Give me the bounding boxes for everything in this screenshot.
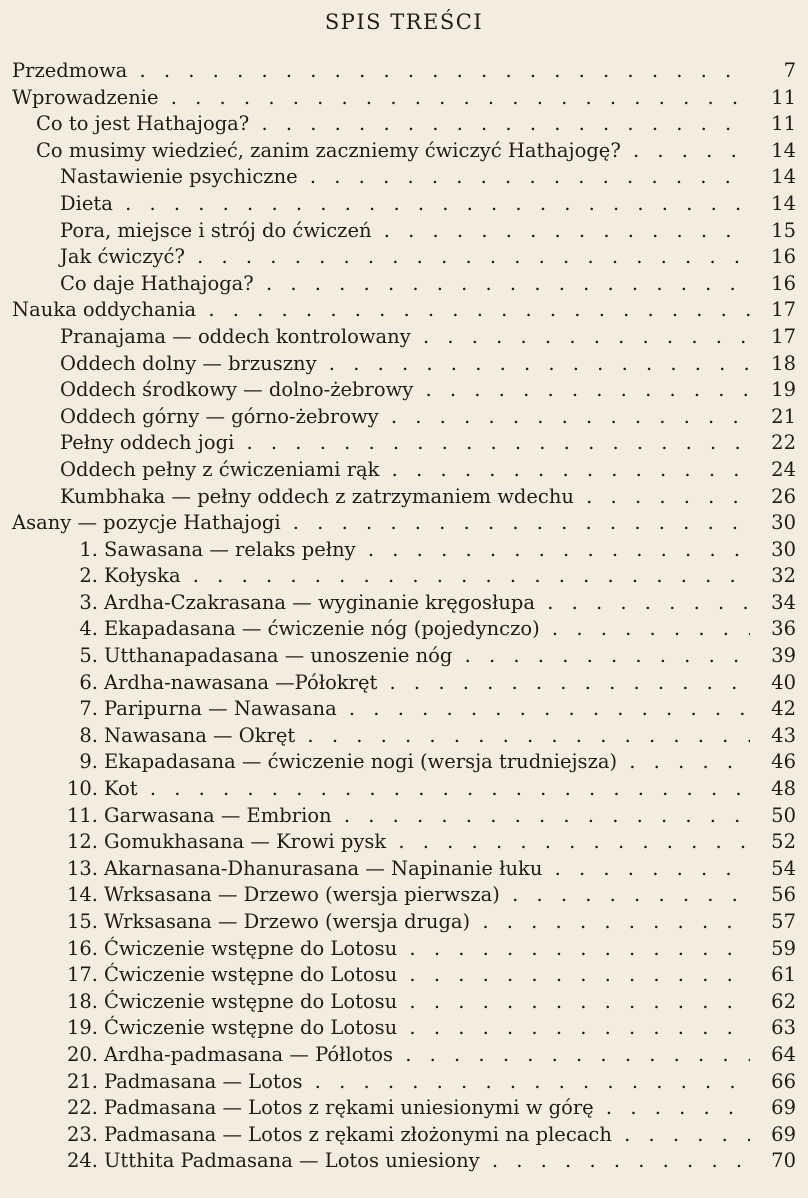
toc-entry-text: Kumbhaka — pełny oddech z zatrzymaniem wdechu	[60, 484, 574, 508]
toc-entry-number: 6.	[79, 670, 98, 694]
toc-entry-text: Kot	[104, 777, 138, 801]
toc-entry-page-number: 36	[765, 616, 796, 643]
toc-entry-page-number: 16	[765, 244, 796, 271]
toc-entry	[0, 616, 808, 643]
toc-entry-page-number: 66	[765, 1069, 796, 1096]
toc-entry-page-number: 40	[765, 670, 796, 697]
toc-entry-text: Dieta	[60, 191, 113, 215]
toc-entry-page-number: 63	[765, 1015, 796, 1042]
toc-entry-number: 15.	[66, 910, 98, 933]
toc-entry-text: Nastawienie psychiczne	[60, 165, 298, 189]
toc-entry-page-number: 14	[765, 164, 796, 191]
toc-entry-text: Oddech dolny — brzuszny	[60, 351, 317, 375]
toc-entry-title	[0, 271, 750, 298]
toc-entry-title	[0, 856, 750, 883]
toc-entry	[0, 643, 808, 670]
toc-entry-title	[0, 989, 750, 1016]
toc-entry	[0, 58, 808, 85]
toc-entry-page-number: 30	[765, 510, 796, 537]
toc-entry	[0, 430, 808, 457]
toc-entry	[0, 829, 808, 856]
toc-entry-number: 8.	[79, 723, 98, 747]
toc-entry-text: Nawasana — Okręt	[104, 723, 296, 747]
toc-entry	[0, 164, 808, 191]
toc-entry-text: Ekapadasana — ćwiczenie nogi (wersja trudniejsza)	[104, 750, 618, 774]
toc-entry-number: 5.	[79, 644, 98, 668]
toc-entry-title	[0, 776, 750, 803]
toc-entry-page-number: 50	[765, 803, 796, 830]
toc-entry-page-number: 56	[765, 882, 796, 909]
toc-entry-number: 3.	[79, 590, 98, 614]
toc-entry-title	[0, 430, 750, 457]
toc-entry-page-number: 15	[765, 218, 796, 245]
table-of-contents	[0, 58, 808, 1175]
toc-entry-number: 2.	[79, 564, 98, 588]
toc-entry-text: Ekapadasana — ćwiczenie nóg (pojedynczo)	[104, 617, 540, 641]
toc-entry	[0, 404, 808, 431]
toc-entry-page-number: 19	[765, 377, 796, 404]
toc-entry-title	[0, 670, 750, 697]
toc-entry-title	[0, 138, 750, 165]
toc-entry	[0, 244, 808, 271]
toc-entry-title	[0, 164, 750, 191]
toc-entry-text: Oddech pełny z ćwiczeniami rąk	[60, 457, 380, 481]
toc-entry-number: 9.	[79, 750, 98, 774]
toc-entry-title	[0, 590, 750, 617]
toc-entry-title	[0, 1095, 750, 1122]
toc-entry-page-number: 30	[765, 537, 796, 564]
toc-entry-title	[0, 111, 750, 138]
toc-entry-text: Padmasana — Lotos z rękami złożonymi na plecach	[104, 1122, 612, 1146]
toc-entry-number: 10.	[66, 777, 98, 801]
toc-entry	[0, 138, 808, 165]
toc-entry	[0, 856, 808, 883]
toc-entry	[0, 670, 808, 697]
toc-entry-page-number: 11	[765, 85, 796, 112]
toc-entry-text: Oddech górny — górno-żebrowy	[60, 404, 379, 428]
toc-entry-title	[0, 696, 750, 723]
toc-entry-page-number: 7	[778, 58, 796, 85]
toc-entry-number: 16.	[66, 936, 98, 960]
toc-entry-page-number: 26	[765, 484, 796, 511]
toc-entry-text: Co musimy wiedzieć, zanim zaczniemy ćwiczyć Hathajogę?	[36, 138, 621, 162]
toc-entry	[0, 537, 808, 564]
toc-entry-text: Asany — pozycje Hathajogi	[12, 511, 281, 535]
toc-entry-title	[0, 936, 750, 963]
toc-entry	[0, 85, 808, 112]
toc-entry-page-number: 70	[765, 1148, 796, 1175]
toc-entry-page-number: 14	[765, 191, 796, 218]
toc-entry	[0, 111, 808, 138]
toc-entry-page-number: 21	[765, 404, 796, 431]
toc-entry-page-number: 43	[765, 723, 796, 750]
toc-entry-number: 18.	[66, 989, 98, 1013]
toc-entry-text: Gomukhasana — Krowi pysk	[104, 830, 387, 854]
toc-entry-text: Garwasana — Embrion	[104, 803, 332, 827]
toc-entry	[0, 723, 808, 750]
toc-entry-page-number: 61	[765, 962, 796, 989]
toc-entry-title	[0, 324, 750, 351]
toc-entry-page-number: 11	[765, 111, 796, 138]
toc-entry-page-number: 39	[765, 643, 796, 670]
toc-entry-text: Utthanapadasana — unoszenie nóg	[104, 644, 453, 668]
toc-entry	[0, 1042, 808, 1069]
toc-entry-title	[0, 1042, 750, 1069]
toc-entry-page-number: 18	[765, 351, 796, 378]
toc-entry-text: Co daje Hathajoga?	[60, 271, 254, 295]
toc-entry-text: Paripurna — Nawasana	[104, 697, 337, 721]
toc-entry	[0, 271, 808, 298]
toc-entry-title	[0, 218, 750, 245]
toc-entry-page-number: 48	[765, 776, 796, 803]
toc-entry-number: 22.	[66, 1096, 98, 1120]
toc-entry-title	[0, 803, 750, 830]
toc-entry	[0, 191, 808, 218]
toc-entry-title	[0, 191, 750, 218]
toc-entry	[0, 590, 808, 617]
toc-entry	[0, 484, 808, 511]
toc-entry-text: Wprowadzenie	[12, 85, 159, 109]
toc-entry-number: 12.	[66, 830, 98, 854]
toc-entry-page-number: 59	[765, 936, 796, 963]
toc-entry	[0, 882, 808, 909]
toc-entry-title	[0, 377, 750, 404]
toc-entry	[0, 962, 808, 989]
toc-entry	[0, 936, 808, 963]
toc-entry-number: 24.	[66, 1149, 98, 1173]
toc-entry-page-number: 34	[765, 590, 796, 617]
toc-entry-page-number: 54	[765, 856, 796, 883]
toc-entry-page-number: 52	[765, 829, 796, 856]
toc-entry-title	[0, 829, 750, 856]
toc-entry-page-number: 69	[765, 1095, 796, 1122]
toc-entry-number: 7.	[79, 697, 98, 721]
toc-entry-title	[0, 1122, 750, 1149]
toc-entry-title	[0, 85, 750, 112]
toc-entry	[0, 377, 808, 404]
toc-entry-page-number: 64	[765, 1042, 796, 1069]
toc-entry-number: 17.	[66, 963, 98, 987]
toc-entry	[0, 909, 808, 936]
toc-entry-text: Padmasana — Lotos z rękami uniesionymi w górę	[104, 1096, 594, 1120]
toc-entry	[0, 696, 808, 723]
toc-entry-page-number: 17	[765, 324, 796, 351]
toc-entry-page-number: 32	[765, 563, 796, 590]
toc-entry	[0, 989, 808, 1016]
toc-entry	[0, 218, 808, 245]
toc-entry-text: Oddech środkowy — dolno-żebrowy	[60, 378, 414, 402]
toc-entry-page-number: 24	[765, 457, 796, 484]
toc-entry-page-number: 46	[765, 749, 796, 776]
toc-entry-title	[0, 616, 750, 643]
toc-entry-title	[0, 909, 750, 936]
toc-entry	[0, 776, 808, 803]
toc-entry-page-number: 17	[765, 297, 796, 324]
toc-entry-text: Ćwiczenie wstępne do Lotosu	[104, 1016, 398, 1040]
toc-entry-number: 1.	[79, 537, 98, 561]
toc-entry	[0, 1015, 808, 1042]
toc-entry-text: Sawasana — relaks pełny	[104, 537, 356, 561]
toc-entry	[0, 297, 808, 324]
toc-entry-title	[0, 297, 750, 324]
toc-entry-text: Utthita Padmasana — Lotos uniesiony	[104, 1149, 480, 1173]
toc-entry	[0, 1122, 808, 1149]
toc-entry	[0, 803, 808, 830]
toc-entry-title	[0, 1148, 750, 1175]
toc-entry-page-number: 16	[765, 271, 796, 298]
toc-entry	[0, 1148, 808, 1175]
toc-entry-text: Akarnasana-Dhanurasana — Napinanie łuku	[104, 856, 543, 880]
toc-entry-title	[0, 244, 750, 271]
toc-entry-page-number: 57	[765, 909, 796, 936]
toc-entry-title	[0, 723, 750, 750]
toc-entry	[0, 563, 808, 590]
toc-entry	[0, 510, 808, 537]
toc-entry-text: Pranajama — oddech kontrolowany	[60, 324, 411, 348]
toc-entry-page-number: 14	[765, 138, 796, 165]
toc-entry-page-number: 22	[765, 430, 796, 457]
toc-entry-text: Pełny oddech jogi	[60, 431, 235, 455]
toc-entry-page-number: 69	[765, 1122, 796, 1149]
toc-entry-number: 4.	[79, 617, 98, 641]
toc-entry-number: 13.	[66, 856, 98, 880]
toc-entry-number: 14.	[66, 883, 98, 907]
toc-entry-title	[0, 882, 750, 909]
toc-entry	[0, 457, 808, 484]
toc-entry-title	[0, 484, 750, 511]
toc-entry-text: Ardha-Czakrasana — wyginanie kręgosłupa	[104, 590, 535, 614]
toc-entry-title	[0, 351, 750, 378]
toc-entry-number: 21.	[66, 1069, 98, 1093]
toc-entry-title	[0, 457, 750, 484]
toc-entry-title	[0, 749, 750, 776]
toc-entry-number: 19.	[66, 1016, 98, 1040]
toc-entry-text: Pora, miejsce i strój do ćwiczeń	[60, 218, 372, 242]
toc-entry-title	[0, 58, 750, 85]
toc-entry	[0, 351, 808, 378]
page-title: SPIS TREŚCI	[324, 10, 484, 34]
toc-entry	[0, 749, 808, 776]
toc-entry-title	[0, 510, 750, 537]
toc-entry-number: 11.	[66, 803, 98, 827]
toc-entry-text: Nauka oddychania	[12, 298, 197, 322]
toc-entry-title	[0, 643, 750, 670]
toc-entry-text: Padmasana — Lotos	[104, 1069, 303, 1093]
toc-entry	[0, 1095, 808, 1122]
toc-entry-text: Ćwiczenie wstępne do Lotosu	[104, 936, 398, 960]
toc-entry-text: Ardha-padmasana — Półlotos	[104, 1042, 394, 1066]
toc-entry-title	[0, 537, 750, 564]
toc-entry-text: Przedmowa	[12, 59, 128, 82]
toc-entry-text: Jak ćwiczyć?	[60, 245, 185, 269]
toc-entry-title	[0, 404, 750, 431]
toc-entry-number: 20.	[66, 1042, 98, 1066]
toc-entry-text: Kołyska	[104, 564, 181, 588]
toc-entry-text: Co to jest Hathajoga?	[36, 112, 250, 136]
toc-entry-title	[0, 1069, 750, 1096]
toc-entry	[0, 1069, 808, 1096]
toc-entry-text: Ćwiczenie wstępne do Lotosu	[104, 963, 398, 987]
toc-entry-title	[0, 962, 750, 989]
toc-entry-page-number: 62	[765, 989, 796, 1016]
toc-entry-text: Ardha-nawasana —Półokręt	[104, 670, 378, 694]
toc-entry-title	[0, 1015, 750, 1042]
toc-entry	[0, 324, 808, 351]
toc-entry-text: Wrksasana — Drzewo (wersja druga)	[104, 910, 471, 933]
toc-entry-text: Ćwiczenie wstępne do Lotosu	[104, 989, 398, 1013]
toc-entry-text: Wrksasana — Drzewo (wersja pierwsza)	[104, 883, 500, 907]
toc-entry-title	[0, 563, 750, 590]
toc-entry-number: 23.	[66, 1122, 98, 1146]
toc-entry-page-number: 42	[765, 696, 796, 723]
